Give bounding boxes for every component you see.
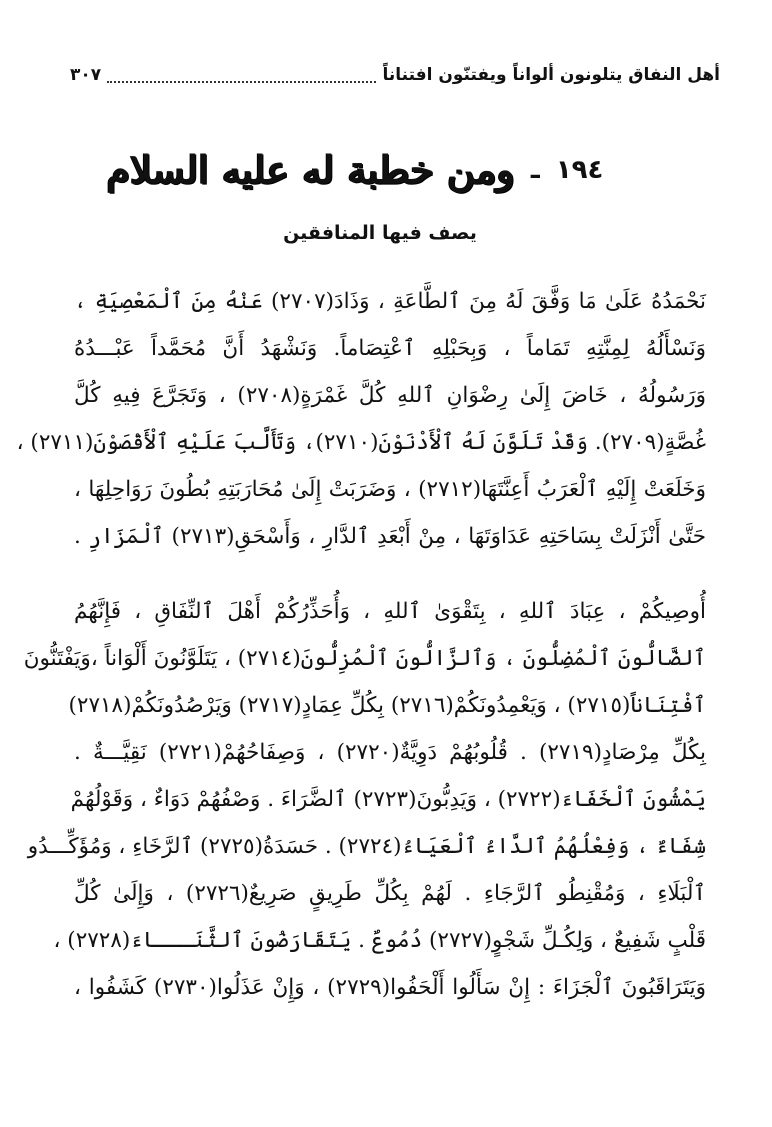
sermon-subtitle: يصف فيها المنافقين <box>283 222 477 244</box>
text-line: بِكُلِّ مِرْصَادٍ(٢٧١٩) . قُلُوبُهُمْ دَوِيَّةٌ(٢٧٢٠) ، وَصِفَاحُهُمْ(٢٧٢١) نَقِيَّـــةٌ . <box>74 740 706 765</box>
sermon-heading: ومن خطبة له عليه السلام <box>106 147 515 192</box>
page-number: ٣٠٧ <box>70 65 102 85</box>
text-line: أُوصِيكُمْ ، عِبَادَ ٱللهِ ، بِتَقْوَىٰ ٱللهِ ، وَأُحَذِّرُكُمْ أَهْلَ ٱلنِّفَاقِ ، فَإِنَّهُمُ <box>74 599 706 624</box>
text-line: قَلْبٍ شَفِيعٌ ، وَلِكُـلِّ شَجْوٍ(٢٧٢٧) دُمُوعٌ . يَتَقَارَضُونَ ٱلثَّنَـــاءَ(٢٧٢٨) ، <box>53 928 706 953</box>
text-line: غُصَّةٍ(٢٧٠٩). وَقَدْ تَلَوَّنَ لَهُ ٱلْأَدْنَوْنَ(٢٧١٠)، وَتَأَلَّبَ عَلَيْهِ ٱلْأَقْصَوْنَ(٢٧١١) ، <box>16 430 706 455</box>
text-line: وَيَتَرَاقَبُونَ ٱلْجَزَاءَ : إِنْ سَأَلُوا أَلْحَفُوا(٢٧٢٩) ، وَإِنْ عَذَلُوا(٢٧٣٠) كَشَفُوا ، <box>74 975 707 1000</box>
text-line: نَحْمَدُهُ عَلَىٰ مَا وَفَّقَ لَهُ مِنَ ٱلطَّاعَةِ ، وَذَادَ(٢٧٠٧) عَنْهُ مِنَ ٱلْمَعْصِيَةِ ، <box>74 289 706 314</box>
text-line: وَنَسْأَلُهُ لِمِنَّتِهِ تَمَاماً ، وَبِحَبْلِهِ ٱعْتِصَاماً. وَنَشْهَدُ أَنَّ مُحَمَّداً عَبْـــدُهُ <box>74 336 706 361</box>
paragraph-2 <box>23 588 707 1011</box>
sermon-number: ١٩٤ <box>555 155 604 185</box>
text-line: وَرَسُولُهُ ، خَاضَ إِلَىٰ رِضْوَانِ ٱللهِ كُلَّ غَمْرَةٍ(٢٧٠٨) ، وَتَجَرَّعَ فِيهِ كُلَّ <box>74 383 706 408</box>
text-line: ٱفْتِنَاناً(٢٧١٥) ، وَيَعْمِدُونَكُمْ(٢٧١٦) بِكُلِّ عِمَادٍ(٢٧١٧) وَيَرْصُدُونَكُمْ(٢٧١٨) <box>68 693 706 718</box>
dot-leader <box>107 67 376 83</box>
text-line: وَخَلَعَتْ إِلَيْهِ ٱلْعَرَبُ أَعِنَّتَهَا(٢٧١٢) ، وَضَرَبَتْ إِلَىٰ مُحَارَبَتِهِ بُطُونَ رَوَاحِلِهَا ، <box>74 477 706 502</box>
running-title: أهل النفاق يتلونون ألواناً ويفتنّون افتناناً <box>382 65 720 85</box>
paragraph-1 <box>16 278 707 560</box>
text-line: ٱلْبَلَاءِ ، وَمُقْنِطُو ٱلرَّجَاءِ . لَهُمْ بِكُلِّ طَرِيقٍ صَرِيعٌ(٢٧٢٦) ، وَإِلَىٰ كُلِّ <box>74 881 706 906</box>
text-line: شِفَاءٌ ، وَفِعْلُهُمُ ٱلدَّاءُ ٱلْعَيَاءُ(٢٧٢٤) . حَسَدَةُ(٢٧٢٥) ٱلرَّخَاءِ ، وَمُؤَكِّـــدُو <box>27 834 706 859</box>
sermon-title <box>106 140 604 200</box>
text-line: حَتَّىٰ أَنْزَلَتْ بِسَاحَتِهِ عَدَاوَتَهَا ، مِنْ أَبْعَدِ ٱلدَّارِ ، وَأَسْحَقِ(٢٧١٣) ٱلْمَزَارِ . <box>74 524 707 549</box>
text-line: ٱلضَّالُّونَ ٱلْمُضِلُّونَ ، وَٱلزَّالُّونَ ٱلْمُزِلُّونَ(٢٧١٤) ، يَتَلَوَّنُونَ أَلْوَاناً ،وَيَفْتَنُّونَ <box>23 646 706 671</box>
sermon-dash: ـ <box>530 155 540 185</box>
text-line: يَمْشُونَ ٱلْخَفَاءَ(٢٧٢٢) ، وَيَدِبُّونَ(٢٧٢٣) ٱلضَّرَاءَ . وَصْفُهُمْ دَوَاءٌ ، وَقَوْلُهُمْ <box>70 787 706 812</box>
page-header <box>70 58 720 92</box>
